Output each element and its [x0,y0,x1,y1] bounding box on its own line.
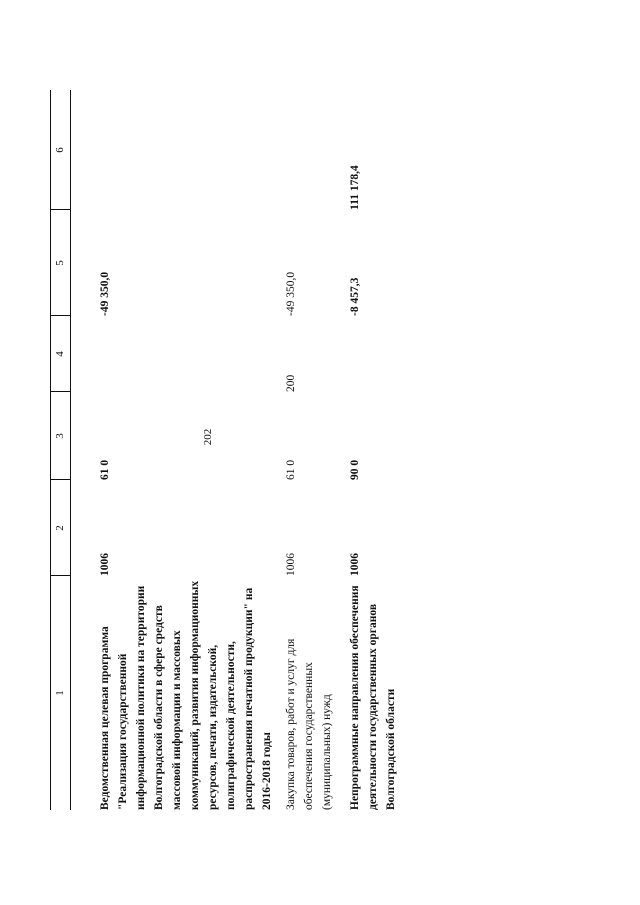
row-2-change: -49 350,0 [285,271,297,316]
row-2-program: 61 0 [285,459,297,480]
row-2-name: Закупка товаров, работ и услуг для обеспечения государственных (муниципальных) нужд [285,638,333,810]
row-3-section: 1006 [349,553,361,576]
header-col-3: 3 [54,433,66,439]
row-3-total: 111 178,4 [349,165,361,210]
row-3-program: 90 0 [349,459,361,480]
header-col-6: 6 [54,147,66,153]
row-1-program: 61 0 [99,459,111,480]
row-1-change: -49 350,0 [99,271,111,316]
row-1-name: Ведомственная целевая программа "Реализация государственной информационной политики на территории Волгоградской области в сфере средств массовой информации и массовых коммуникаций, развития информационных ресурсов, печати, издательской, полиграфической деятельности, распространения печатной продукции" на 2016-2018 годы [99,580,273,810]
header-col-2: 2 [54,525,66,531]
header-col-5: 5 [54,260,66,266]
row-1-section: 1006 [99,553,111,576]
header-bottom-border [70,90,71,810]
row-2-section: 1006 [285,553,297,576]
row-2-expense-type: 200 [285,374,297,392]
row-3-change: -8 457,3 [349,277,361,316]
header-col-4: 4 [54,351,66,357]
header-col-1: 1 [54,690,66,696]
row-3-name: Непрограммные направления обеспечения деятельности государственных органов Волгоградской области [349,585,397,810]
page-number: 202 [202,428,214,446]
budget-table [50,90,420,810]
